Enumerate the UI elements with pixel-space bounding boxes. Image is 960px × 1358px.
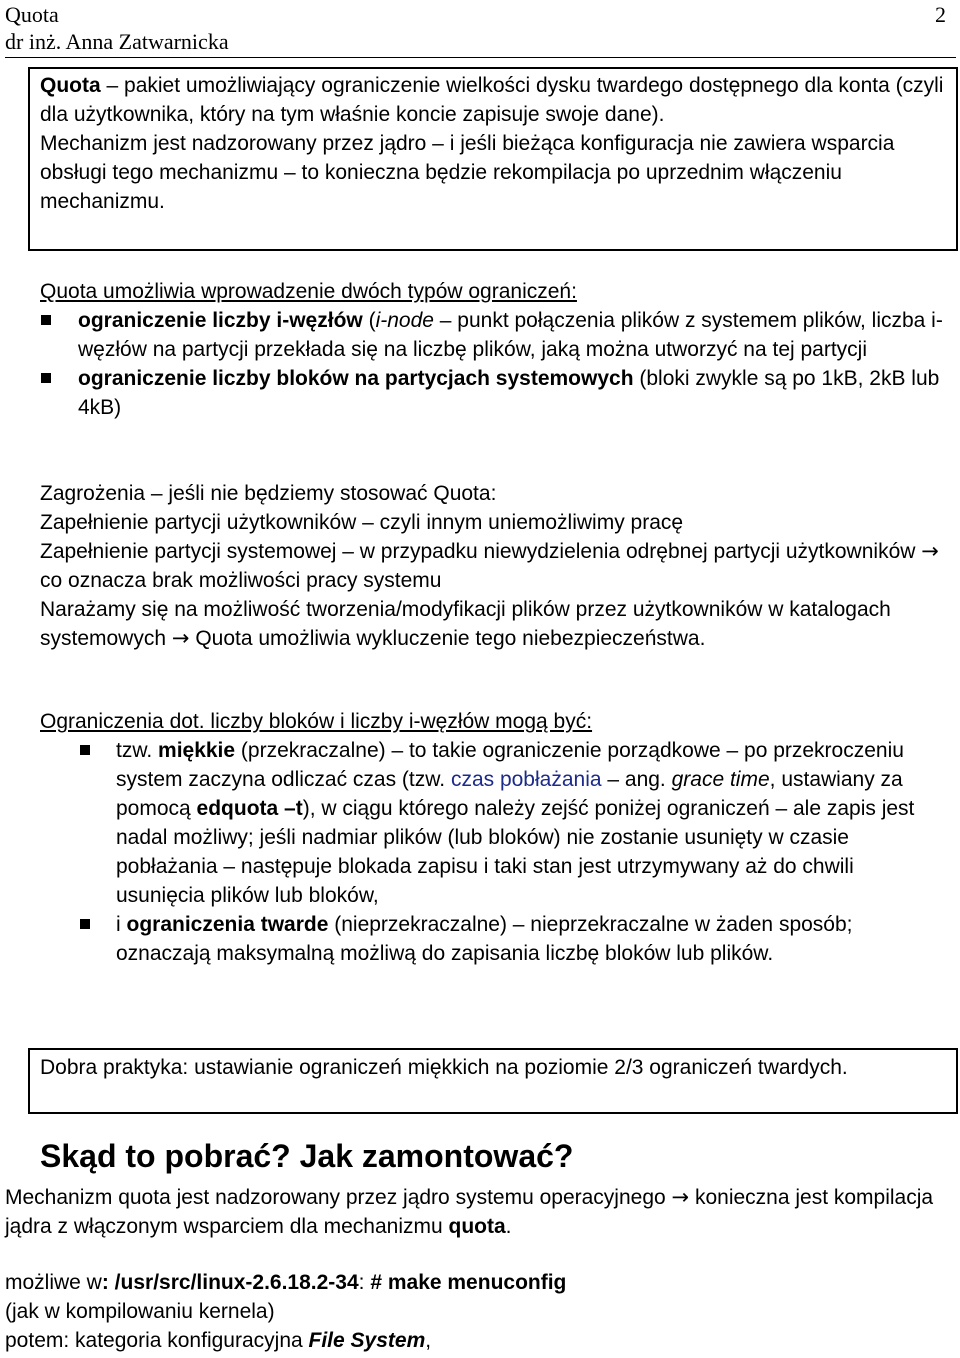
install-text: Mechanizm quota jest nadzorowany przez jądro systemu operacyjnego <box>5 1186 672 1209</box>
square-bullet-icon <box>80 745 90 755</box>
file-system-term: File System <box>308 1329 426 1352</box>
category-text: , <box>425 1329 432 1352</box>
arrow-right-icon: → <box>671 1185 690 1209</box>
section-heading: Skąd to pobrać? Jak zamontować? <box>40 1138 574 1174</box>
definition-paragraph <box>40 71 946 129</box>
category-line <box>5 1326 950 1355</box>
item-text: – punkt połączenia plików z systemem plików, liczba i-węzłów na partycji przekłada się na liczbę plików, jaką można utworzyć na tej partycji <box>78 309 943 361</box>
threat-line <box>40 537 945 595</box>
threats-heading: Zagrożenia – jeśli nie będziemy stosować Quota: <box>40 482 497 505</box>
item-term: miękkie <box>158 739 236 762</box>
threat-text: Zapełnienie partycji systemowej – w przypadku niewydzielenia odrębnej partycji użytkowników <box>40 540 922 563</box>
item-text: tzw. <box>116 739 159 762</box>
item-term: ograniczenia twarde <box>126 913 329 936</box>
threat-line <box>40 595 945 653</box>
item-text: – ang. <box>601 768 672 791</box>
header-title: Quota <box>5 2 59 27</box>
definition-text: – pakiet umożliwiający ograniczenie wielkości dysku twardego dostępnego dla konta (czyli dla użytkownika, który na tym właśnie koncie zapisuje swoje dane). <box>40 74 944 126</box>
install-text: konieczna jest kompilacja jądra z włączonym wsparciem dla mechanizmu <box>5 1186 934 1238</box>
threats-section <box>40 479 945 653</box>
square-bullet-icon <box>80 919 90 929</box>
path-line <box>5 1268 950 1297</box>
list-item <box>40 306 945 364</box>
header-author: dr inż. Anna Zatwarnicka <box>5 29 229 54</box>
path-separator: : <box>358 1271 371 1294</box>
header-divider <box>5 57 956 58</box>
item-text: (przekraczalne) – to takie ograniczenie porządkowe – po przekroczeniu system zaczyna odliczać czas (tzw. <box>116 739 904 791</box>
list-item <box>40 736 945 910</box>
kernel-note: (jak w kompilowaniu kernela) <box>5 1300 275 1323</box>
path-label: możliwe w <box>5 1271 102 1294</box>
arrow-right-icon: → <box>171 626 190 650</box>
restrictions-section <box>40 707 945 968</box>
grace-period-term: czas pobłażania <box>450 768 602 791</box>
restrictions-heading: Ograniczenia dot. liczby bloków i liczby i-węzłów mogą być: <box>40 710 593 733</box>
item-text: ( <box>362 309 376 332</box>
good-practice-text: Dobra praktyka: ustawianie ograniczeń miękkich na poziomie 2/3 ograniczeń twardych. <box>40 1056 848 1079</box>
list-item <box>40 910 945 968</box>
definition-box <box>28 67 958 251</box>
command-text: # make menuconfig <box>370 1271 567 1294</box>
item-text: ), w ciągu którego należy zejść poniżej ograniczeń – ale zapis jest nadal możliwy; jeśli nadmiar plików (lub bloków) nie zostanie usunięty w czasie pobłażania – następuje blokada zapisu i taki stan jest utrzymywany aż do chwili usunięcia plików lub bloków, <box>116 797 915 907</box>
quota-bold: quota <box>448 1215 506 1238</box>
square-bullet-icon <box>41 373 51 383</box>
source-path: : /usr/src/linux-2.6.18.2-34 <box>101 1271 359 1294</box>
arrow-right-icon: → <box>921 539 939 563</box>
threat-text: co oznacza brak możliwości pracy systemu <box>40 569 442 592</box>
command-text: edquota –t <box>196 797 303 820</box>
good-practice-box <box>28 1048 958 1114</box>
threat-text: Narażamy się na możliwość tworzenia/modyfikacji plików przez użytkowników w katalogach systemowych <box>40 598 891 650</box>
item-term: ograniczenie liczby i-węzłów <box>78 309 363 332</box>
limits-section <box>40 277 945 422</box>
item-italic: grace time <box>671 768 770 791</box>
limits-heading: Quota umożliwia wprowadzenie dwóch typów ograniczeń: <box>40 280 577 303</box>
threat-line: Zapełnienie partycji użytkowników – czyli innym uniemożliwimy pracę <box>40 511 684 534</box>
mechanism-paragraph: Mechanizm jest nadzorowany przez jądro – i jeśli bieżąca konfiguracja nie zawiera wsparcia obsługi tego mechanizmu – to konieczna będzie rekompilacja po uprzednim włączeniu mechanizmu. <box>40 132 895 213</box>
definition-term: Quota <box>40 74 101 97</box>
install-paragraph <box>5 1183 950 1241</box>
item-term: ograniczenie liczby bloków na partycjach systemowych <box>78 367 634 390</box>
item-italic: i-node <box>375 309 434 332</box>
threat-text: Quota umożliwia wykluczenie tego niebezpieczeństwa. <box>189 627 706 650</box>
item-text: (nieprzekraczalne) – nieprzekraczalne w żaden sposób; oznaczają maksymalną możliwą do zapisania liczbę bloków lub plików. <box>116 913 853 965</box>
category-text: potem: kategoria konfiguracyjna <box>5 1329 309 1352</box>
list-item <box>40 364 945 422</box>
page-number: 2 <box>935 2 946 27</box>
item-text: , ustawiany za pomocą <box>116 768 903 820</box>
item-text: i <box>116 913 127 936</box>
square-bullet-icon <box>41 315 51 325</box>
item-text: (bloki zwykle są po 1kB, 2kB lub 4kB) <box>78 367 940 419</box>
install-text: . <box>505 1215 512 1238</box>
